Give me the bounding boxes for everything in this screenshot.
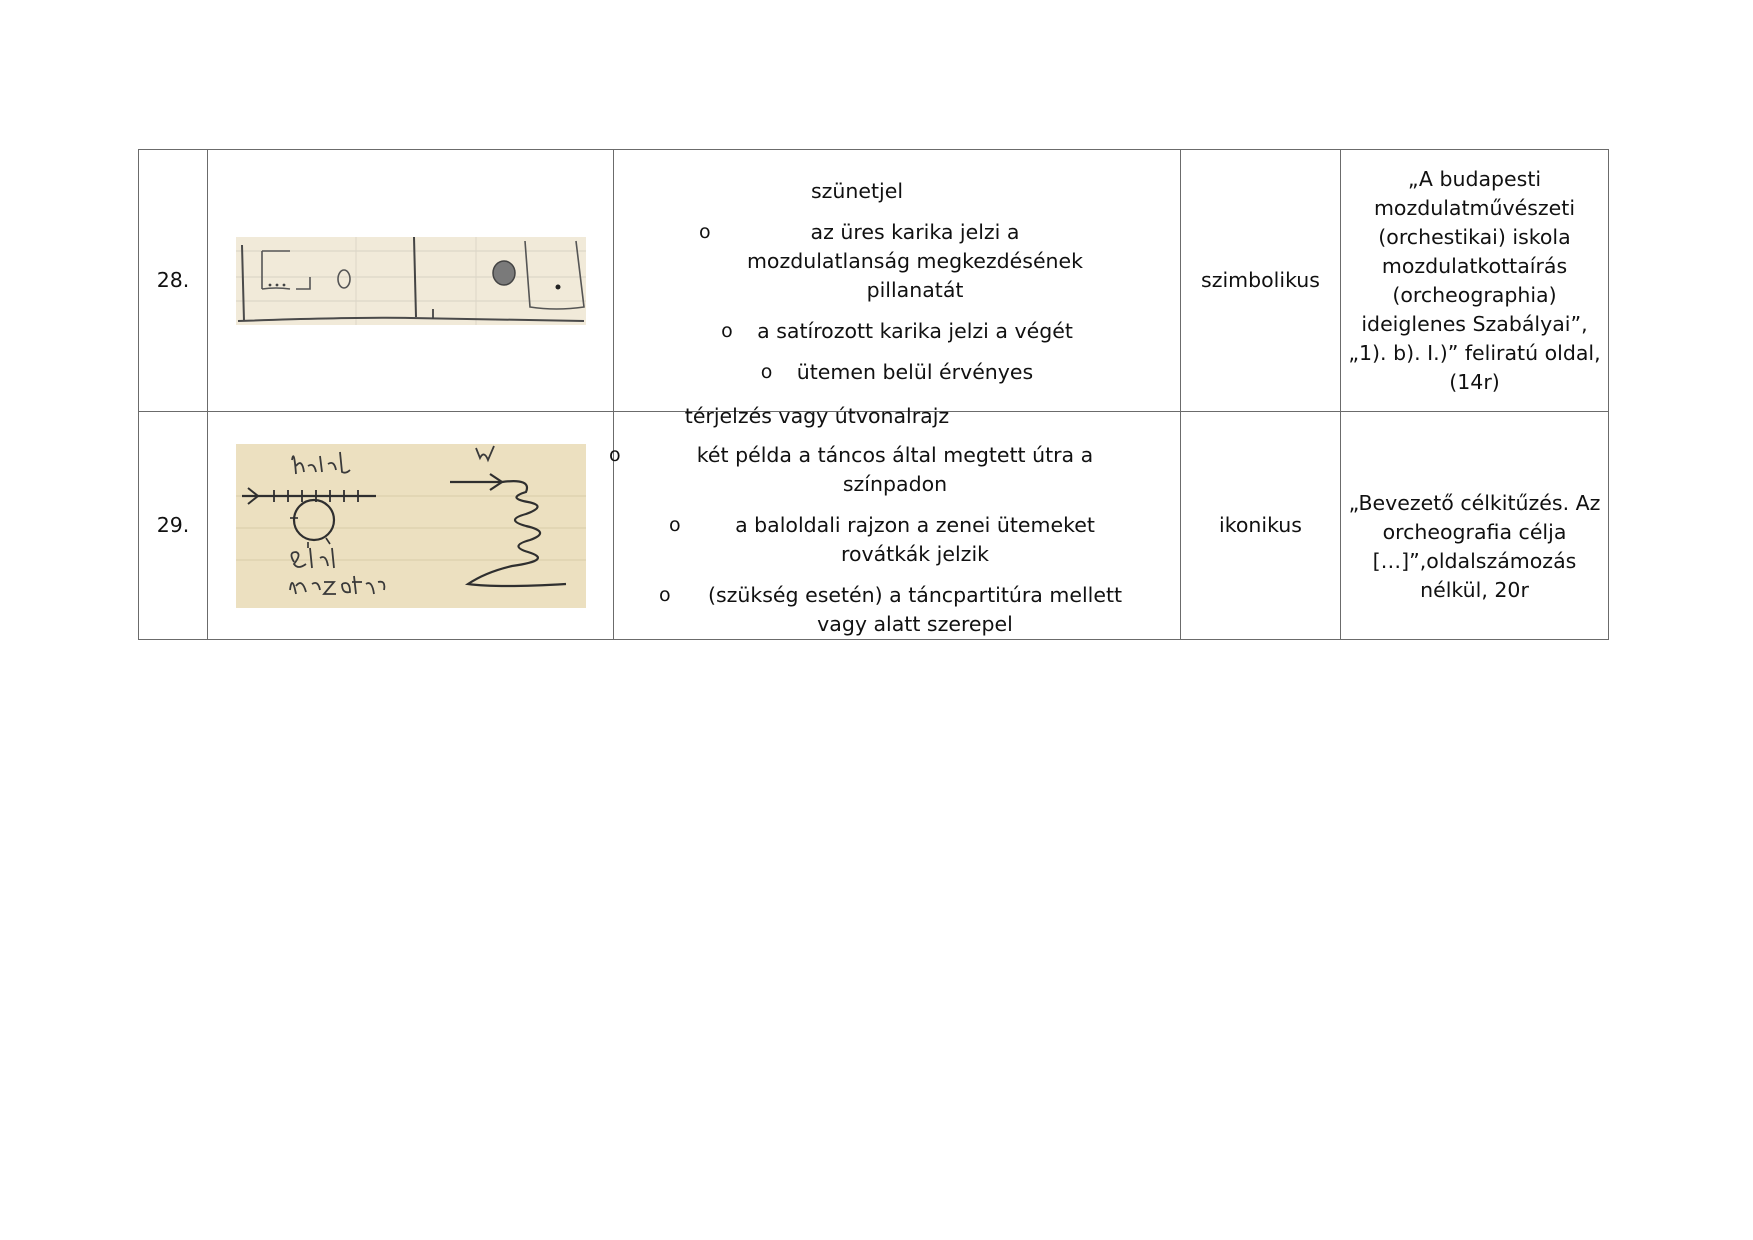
list-item-text: az üres karika jelzi a mozdulatlanság megkezdésének pillanatát <box>746 219 1084 302</box>
list-item <box>620 358 1174 387</box>
list-item <box>620 218 1174 305</box>
list-item-text: (szükség esetén) a táncpartitúra mellett vagy alatt szerepel <box>707 583 1123 636</box>
source-reference: „Bevezető célkitűzés. Az orcheografia célja […]”,oldalszámozás nélkül, 20r <box>1348 490 1601 602</box>
list-item-text: két példa a táncos által megtett útra a színpadon <box>696 443 1094 496</box>
source-reference-cell <box>1341 412 1609 640</box>
table-row <box>139 150 1609 412</box>
list-item-text: a satírozott karika jelzi a végét <box>757 318 1073 343</box>
bullet-symbol: o <box>609 444 621 466</box>
row-number: 29. <box>139 412 208 640</box>
table-row <box>139 412 1609 640</box>
bullet-symbol: o <box>659 584 671 606</box>
bullet-symbol: o <box>669 514 681 536</box>
bullet-symbol: o <box>721 319 733 342</box>
bullet-symbol: o <box>760 360 773 383</box>
description-title: térjelzés vagy útvonalrajz <box>684 404 950 428</box>
list-item-text: ütemen belül érvényes <box>796 359 1034 384</box>
description-cell <box>609 404 1181 640</box>
description-cell <box>614 150 1181 412</box>
sign-type: ikonikus <box>1181 412 1341 640</box>
source-reference: „A budapesti mozdulatművészeti (orchestikai) iskola mozdulatkottaírás (orcheographia) ideiglenes Szabályai”, „1). b). I.)” feliratú oldal, (14r) <box>1341 150 1609 412</box>
description-list <box>609 441 1174 639</box>
list-item-text: a baloldali rajzon a zenei ütemeket rovátkák jelzik <box>735 513 1095 566</box>
row-number: 28. <box>139 150 208 412</box>
list-item <box>620 511 1174 569</box>
bullet-symbol: o <box>699 220 711 243</box>
description-list <box>620 218 1174 387</box>
description-title: szünetjel <box>810 178 904 203</box>
path-drawing-sketch <box>236 444 586 608</box>
list-item <box>620 317 1174 346</box>
notation-table <box>138 149 1609 640</box>
list-item <box>620 581 1174 639</box>
list-item <box>580 441 1174 499</box>
sketch-cell <box>208 412 614 640</box>
sign-type: szimbolikus <box>1181 150 1341 412</box>
pause-sign-sketch <box>236 237 586 325</box>
